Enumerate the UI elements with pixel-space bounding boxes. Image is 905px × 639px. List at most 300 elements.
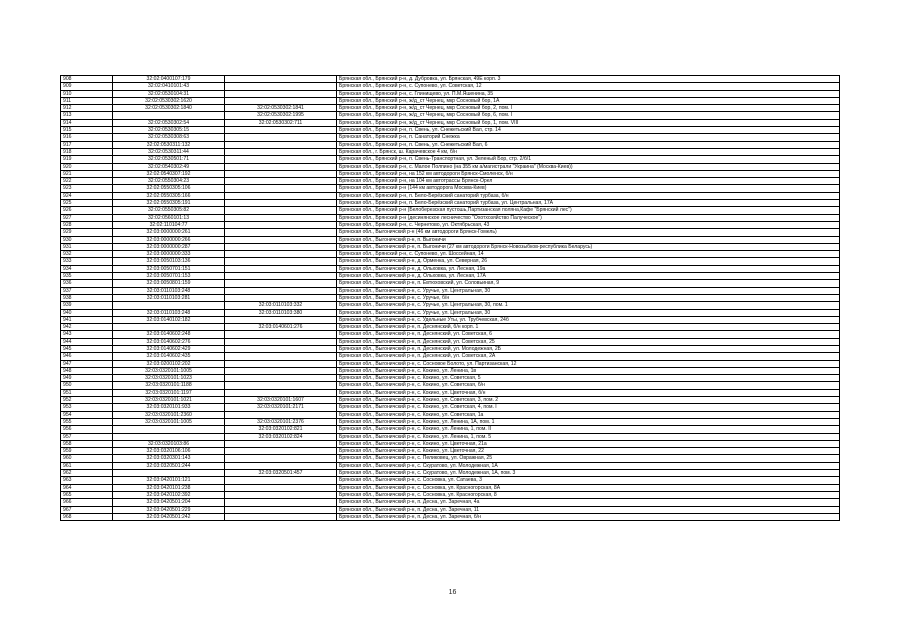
address-cell: Брянская обл., Брянский р-н, с. Супонево, ул. Советская, 12 xyxy=(337,83,840,90)
room-cadastral-number-cell xyxy=(225,367,337,374)
address-cell: Брянская обл., Брянский р-н (десинянское лесничество "Охотхозяйство Палуческое") xyxy=(337,214,840,221)
table-row xyxy=(61,243,840,250)
address-cell: Брянская обл., Выгоничский р-н, с. Кокино, ул. Советская, 4, пом. I xyxy=(337,404,840,411)
address-cell: Брянская обл., Выгоничский р-н, с. Кокино, ул. Советская, 5 xyxy=(337,375,840,382)
table-row xyxy=(61,112,840,119)
cadastral-number-cell xyxy=(113,426,225,433)
address-cell: Брянская обл., Выгоничский р-н, п. Деснянский, ул. Советская, 6 xyxy=(337,331,840,338)
room-cadastral-number-cell xyxy=(225,170,337,177)
row-number-cell: 932 xyxy=(61,251,113,258)
row-number-cell: 909 xyxy=(61,83,113,90)
address-cell: Брянская обл., Выгоничский р-н, д. Орменка, ул. Северная, 26 xyxy=(337,258,840,265)
table-row xyxy=(61,309,840,316)
address-cell: Брянская обл., Выгоничский р-н, с. Кокино, ул. Советская, 3, пом. 2 xyxy=(337,397,840,404)
cadastral-number-cell: 32:03:0320101:1023 xyxy=(113,375,225,382)
room-cadastral-number-cell xyxy=(225,389,337,396)
table-row xyxy=(61,221,840,228)
row-number-cell: 912 xyxy=(61,105,113,112)
room-cadastral-number-cell: 32:03:0320101:1607 xyxy=(225,397,337,404)
row-number-cell: 919 xyxy=(61,156,113,163)
table-row xyxy=(61,156,840,163)
row-number-cell: 916 xyxy=(61,134,113,141)
address-cell: Брянская обл., Выгоничский р-н, с. Кокино, ул. Ленина, 1, пом. II xyxy=(337,426,840,433)
table-row xyxy=(61,491,840,498)
room-cadastral-number-cell xyxy=(225,214,337,221)
address-cell: Брянская обл., Брянский р-н, п. Свень, ул. Снежетьский Вал, стр. 14 xyxy=(337,127,840,134)
row-number-cell: 940 xyxy=(61,309,113,316)
cadastral-number-cell: 32:03:0140602:248 xyxy=(113,331,225,338)
cadastral-number-cell: 32:02:0550304:23 xyxy=(113,178,225,185)
table-row xyxy=(61,273,840,280)
cadastral-number-cell: 32:02:0550305:166 xyxy=(113,192,225,199)
room-cadastral-number-cell xyxy=(225,331,337,338)
room-cadastral-number-cell xyxy=(225,506,337,513)
table-row xyxy=(61,163,840,170)
row-number-cell: 928 xyxy=(61,221,113,228)
address-cell: Брянская обл., Выгоничский р-н, с. Удельные Уты, ул. Трубчевская, 24б xyxy=(337,316,840,323)
cadastral-number-cell: 32:02:0540302:49 xyxy=(113,163,225,170)
cadastral-number-cell: 32:02:0410101:43 xyxy=(113,83,225,90)
table-row xyxy=(61,499,840,506)
table-row xyxy=(61,448,840,455)
table-row xyxy=(61,185,840,192)
cadastral-number-cell: 32:03:0050801:159 xyxy=(113,280,225,287)
room-cadastral-number-cell xyxy=(225,185,337,192)
cadastral-number-cell: 32:03:0420102:392 xyxy=(113,491,225,498)
room-cadastral-number-cell xyxy=(225,134,337,141)
address-cell: Брянская обл., г. Брянск, ш. Карачевское 4 км, б/н xyxy=(337,148,840,155)
cadastral-number-cell: 32:02:0550305:106 xyxy=(113,185,225,192)
row-number-cell: 920 xyxy=(61,163,113,170)
table-row xyxy=(61,76,840,83)
room-cadastral-number-cell xyxy=(225,207,337,214)
cadastral-number-cell: 32:03:0110103:281 xyxy=(113,294,225,301)
table-row xyxy=(61,105,840,112)
room-cadastral-number-cell xyxy=(225,76,337,83)
cadastral-number-cell: 32:02:110104:77 xyxy=(113,221,225,228)
cadastral-number-cell: 32:02:0550305:82 xyxy=(113,207,225,214)
address-cell: Брянская обл., Выгоничский р-н, с. Уручье, б/н xyxy=(337,294,840,301)
table-row xyxy=(61,170,840,177)
address-cell: Брянская обл., Выгоничский р-н (46 км автодороги Брянск-Гомель) xyxy=(337,229,840,236)
cadastral-number-cell: 32:02:0530305:15 xyxy=(113,127,225,134)
room-cadastral-number-cell xyxy=(225,236,337,243)
row-number-cell: 914 xyxy=(61,119,113,126)
room-cadastral-number-cell xyxy=(225,338,337,345)
table-row xyxy=(61,389,840,396)
row-number-cell: 958 xyxy=(61,440,113,447)
address-cell: Брянская обл., Брянский р-н, п. Свень, ул. Снежетьский Вал, 6 xyxy=(337,141,840,148)
cadastral-number-cell: 32:02:0530302:1840 xyxy=(113,105,225,112)
room-cadastral-number-cell xyxy=(225,280,337,287)
room-cadastral-number-cell xyxy=(225,97,337,104)
table-row xyxy=(61,316,840,323)
address-cell: Брянская обл., Брянский р-н, на 152 км автодороги Брянск-Смоленск, б/н xyxy=(337,170,840,177)
table-row xyxy=(61,302,840,309)
room-cadastral-number-cell xyxy=(225,411,337,418)
cadastral-number-cell: 32:03:0320101:1005 xyxy=(113,367,225,374)
table-row xyxy=(61,287,840,294)
table-row xyxy=(61,484,840,491)
cadastral-number-cell: 32:02:0530302:1620 xyxy=(113,97,225,104)
cadastral-number-cell: 32:02:0530311:132 xyxy=(113,141,225,148)
row-number-cell: 965 xyxy=(61,491,113,498)
address-cell: Брянская обл., Выгоничский р-н, п. Десна, ул. Заречная, 11 xyxy=(337,506,840,513)
address-cell: Брянская обл., Брянский р-н, ж/д_ст Чернец, мкр Сосновый бор, 1, пом. VIII xyxy=(337,119,840,126)
room-cadastral-number-cell xyxy=(225,316,337,323)
room-cadastral-number-cell xyxy=(225,83,337,90)
table-row xyxy=(61,119,840,126)
table-row xyxy=(61,345,840,352)
address-cell: Брянская обл., Брянский р-н, п. Свень-Транспортная, ул. Зеленый Бор, стр. 2/б/1 xyxy=(337,156,840,163)
cadastral-number-cell: 32:02:0530104:31 xyxy=(113,90,225,97)
address-cell: Брянская обл., Выгоничский р-н, с. Уручье, ул. Центральная, 30 xyxy=(337,287,840,294)
address-cell: Брянская обл., Брянский р-н, п. Бело-Берёзский санаторий турбаза, б/н xyxy=(337,192,840,199)
cadastral-number-cell: 32:03:0420501:229 xyxy=(113,506,225,513)
address-cell: Брянская обл., Выгоничский р-н, с. Кокино, ул. Цветочная, б/н xyxy=(337,389,840,396)
table-row xyxy=(61,200,840,207)
address-cell: Брянская обл., Брянский р-н, д. Дубровка, ул. Брянская, 49Е корп. 3 xyxy=(337,76,840,83)
row-number-cell: 962 xyxy=(61,470,113,477)
row-number-cell: 933 xyxy=(61,258,113,265)
address-cell: Брянская обл., Выгоничский р-н, с. Кокино, ул. Ленина, 1в xyxy=(337,367,840,374)
cadastral-number-cell: 32:03:0110103:248 xyxy=(113,309,225,316)
cadastral-number-cell: 32:03:0140602:429 xyxy=(113,345,225,352)
table-row xyxy=(61,192,840,199)
table-row xyxy=(61,404,840,411)
room-cadastral-number-cell xyxy=(225,127,337,134)
cadastral-number-cell: 32:03:0320101:1021 xyxy=(113,397,225,404)
cadastral-number-cell: 32:03:0320101:933 xyxy=(113,404,225,411)
cadastral-number-cell: 32:03:0420101:121 xyxy=(113,477,225,484)
row-number-cell: 952 xyxy=(61,397,113,404)
address-cell: Брянская обл., Брянский р-н, с. Супонево, ул. Шоссейная, 14 xyxy=(337,251,840,258)
room-cadastral-number-cell xyxy=(225,499,337,506)
room-cadastral-number-cell: 32:03:0110103:332 xyxy=(225,302,337,309)
address-cell: Брянская обл., Выгоничский р-н, с. Сосновка, ул. Красногорская, 8А xyxy=(337,484,840,491)
address-cell: Брянская обл., Выгоничский р-н, п. Евтюховский, ул. Соловьиная, 9 xyxy=(337,280,840,287)
row-number-cell: 949 xyxy=(61,375,113,382)
room-cadastral-number-cell: 32:03:0110103:380 xyxy=(225,309,337,316)
address-cell: Брянская обл., Выгоничский р-н, д. Ольховка, ул. Лесная, 17А xyxy=(337,273,840,280)
address-cell: Брянская обл., Выгоничский р-н, с. Скуратово, ул. Молодежная, 1А, пом. 3 xyxy=(337,470,840,477)
address-cell: Брянская обл., Выгоничский р-н, с. Кокино, ул. Советская, 1а xyxy=(337,411,840,418)
table-row xyxy=(61,90,840,97)
room-cadastral-number-cell xyxy=(225,375,337,382)
address-cell: Брянская обл., Брянский р-н, ж/д_ст Чернец, мкр Сосновый бор, 1А xyxy=(337,97,840,104)
cadastral-number-cell: 32:02:0550305:191 xyxy=(113,200,225,207)
row-number-cell: 963 xyxy=(61,477,113,484)
room-cadastral-number-cell xyxy=(225,455,337,462)
table-row xyxy=(61,513,840,520)
address-cell: Брянская обл., Брянский р-н, ж/д_ст Чернец, мкр Сосновый бор, 6, пом. I xyxy=(337,112,840,119)
cadastral-number-cell: 32:02:0530308:63 xyxy=(113,134,225,141)
room-cadastral-number-cell xyxy=(225,294,337,301)
table-row xyxy=(61,477,840,484)
cadastral-number-cell xyxy=(113,302,225,309)
address-cell: Брянская обл., Брянский р-н, на 104 км автотрассы Брянск-Орел xyxy=(337,178,840,185)
address-cell: Брянская обл., Выгоничский р-н, д. Ольховка, ул. Лесная, 19а xyxy=(337,265,840,272)
room-cadastral-number-cell xyxy=(225,141,337,148)
address-cell: Брянская обл., Выгоничский р-н, с. Сосновка, ул. Красногорская, 8 xyxy=(337,491,840,498)
row-number-cell: 930 xyxy=(61,236,113,243)
table-row xyxy=(61,207,840,214)
room-cadastral-number-cell xyxy=(225,353,337,360)
row-number-cell: 923 xyxy=(61,185,113,192)
room-cadastral-number-cell: 32:03:0320101:2171 xyxy=(225,404,337,411)
table-row xyxy=(61,324,840,331)
cadastral-number-cell: 32:03:0420501:242 xyxy=(113,513,225,520)
room-cadastral-number-cell xyxy=(225,192,337,199)
room-cadastral-number-cell xyxy=(225,251,337,258)
table-row xyxy=(61,462,840,469)
row-number-cell: 922 xyxy=(61,178,113,185)
address-cell: Брянская обл., Выгоничский р-н, с. Пеликовец, ул. Овражная, 25 xyxy=(337,455,840,462)
row-number-cell: 957 xyxy=(61,433,113,440)
row-number-cell: 955 xyxy=(61,418,113,425)
row-number-cell: 950 xyxy=(61,382,113,389)
cadastral-number-cell: 32:03:0320106:106 xyxy=(113,448,225,455)
cadastral-number-cell: 32:02:0400107:179 xyxy=(113,76,225,83)
table-row xyxy=(61,382,840,389)
room-cadastral-number-cell: 32:02:0530302:1841 xyxy=(225,105,337,112)
cadastral-number-cell: 32:02:0530302:54 xyxy=(113,119,225,126)
address-cell: Брянская обл., Брянский р-н, с. Малое Полпино (на 355 км а/магистрали "Украина" (Москва-Киев)) xyxy=(337,163,840,170)
cadastral-number-cell: 32:03:0320101:1005 xyxy=(113,418,225,425)
cadastral-number-cell: 32:02:0540307:192 xyxy=(113,170,225,177)
room-cadastral-number-cell xyxy=(225,200,337,207)
row-number-cell: 953 xyxy=(61,404,113,411)
address-cell: Брянская обл., Выгоничский р-н, с. Скуратово, ул. Молодежная, 1А xyxy=(337,462,840,469)
row-number-cell: 939 xyxy=(61,302,113,309)
cadastral-number-cell: 32:03:0320101:1197 xyxy=(113,389,225,396)
room-cadastral-number-cell xyxy=(225,163,337,170)
address-cell: Брянская обл., Выгоничский р-н, п. Выгоничи (27 км автодороги Брянск-Новозыбков-республика Беларусь) xyxy=(337,243,840,250)
cadastral-number-cell: 32:03:0050103:136 xyxy=(113,258,225,265)
row-number-cell: 946 xyxy=(61,353,113,360)
room-cadastral-number-cell xyxy=(225,243,337,250)
table-row xyxy=(61,294,840,301)
row-number-cell: 917 xyxy=(61,141,113,148)
table-row xyxy=(61,251,840,258)
room-cadastral-number-cell: 32:02:0530302:711 xyxy=(225,119,337,126)
table-row xyxy=(61,375,840,382)
table-row xyxy=(61,411,840,418)
table-row xyxy=(61,331,840,338)
cadastral-number-cell: 32:03:0420101:238 xyxy=(113,484,225,491)
row-number-cell: 945 xyxy=(61,345,113,352)
cadastral-number-cell: 32:03:0000000:333 xyxy=(113,251,225,258)
cadastral-number-cell: 32:03:0140602:435 xyxy=(113,353,225,360)
table-row xyxy=(61,360,840,367)
row-number-cell: 926 xyxy=(61,207,113,214)
address-cell: Брянская обл., Выгоничский р-н, с. Уручье, ул. Центральная, 30, пом. 1 xyxy=(337,302,840,309)
room-cadastral-number-cell xyxy=(225,448,337,455)
room-cadastral-number-cell xyxy=(225,221,337,228)
room-cadastral-number-cell xyxy=(225,273,337,280)
table-row xyxy=(61,141,840,148)
row-number-cell: 918 xyxy=(61,148,113,155)
table-row xyxy=(61,236,840,243)
address-cell: Брянская обл., Выгоничский р-н, п. Деснянский, ул. Советская, 2А xyxy=(337,353,840,360)
row-number-cell: 947 xyxy=(61,360,113,367)
table-row xyxy=(61,418,840,425)
address-cell: Брянская обл., Выгоничский р-н, с. Кокино, ул. Цветочная, 21а xyxy=(337,440,840,447)
row-number-cell: 935 xyxy=(61,273,113,280)
address-cell: Брянская обл., Брянский р-н, с. Глинищево, ул. П.М.Яшенина, 35 xyxy=(337,90,840,97)
address-cell: Брянская обл., Брянский р-н (Белоберезская пустошь,Партизанская поляна,Кафе "Брянский лес") xyxy=(337,207,840,214)
row-number-cell: 925 xyxy=(61,200,113,207)
room-cadastral-number-cell: 32:03:0320102:821 xyxy=(225,426,337,433)
row-number-cell: 910 xyxy=(61,90,113,97)
address-cell: Брянская обл., Выгоничский р-н, п. Десна, ул. Заречная, 4а xyxy=(337,499,840,506)
row-number-cell: 966 xyxy=(61,499,113,506)
room-cadastral-number-cell xyxy=(225,265,337,272)
cadastral-number-cell: 32:03:0320301:143 xyxy=(113,455,225,462)
table-row xyxy=(61,455,840,462)
table-row xyxy=(61,214,840,221)
table-row xyxy=(61,440,840,447)
table-row xyxy=(61,258,840,265)
row-number-cell: 954 xyxy=(61,411,113,418)
row-number-cell: 968 xyxy=(61,513,113,520)
address-cell: Брянская обл., Выгоничский р-н, с. Уручье, ул. Центральная, 30 xyxy=(337,309,840,316)
room-cadastral-number-cell xyxy=(225,382,337,389)
room-cadastral-number-cell: 32:03:0320501:457 xyxy=(225,470,337,477)
cadastral-number-cell: 32:03:0320501:244 xyxy=(113,462,225,469)
row-number-cell: 924 xyxy=(61,192,113,199)
row-number-cell: 948 xyxy=(61,367,113,374)
property-table xyxy=(60,75,840,521)
table-body xyxy=(61,76,840,521)
table-row xyxy=(61,426,840,433)
table-row xyxy=(61,470,840,477)
address-cell: Брянская обл., Выгоничский р-н, п. Деснянский, ул. Советская, 25 xyxy=(337,338,840,345)
room-cadastral-number-cell xyxy=(225,148,337,155)
address-cell: Брянская обл., Выгоничский р-н, п. Деснянский, ул. Молодежная, 2Б xyxy=(337,345,840,352)
address-cell: Брянская обл., Брянский р-н, п. Санаторий Снежка xyxy=(337,134,840,141)
address-cell: Брянская обл., Выгоничский р-н, с. Кокино, ул. Цветочная, 22 xyxy=(337,448,840,455)
row-number-cell: 911 xyxy=(61,97,113,104)
row-number-cell: 929 xyxy=(61,229,113,236)
room-cadastral-number-cell: 32:03:0140601:276 xyxy=(225,324,337,331)
row-number-cell: 951 xyxy=(61,389,113,396)
row-number-cell: 931 xyxy=(61,243,113,250)
table-row xyxy=(61,280,840,287)
cadastral-number-cell: 32:02:0530501:71 xyxy=(113,156,225,163)
table-row xyxy=(61,97,840,104)
cadastral-number-cell xyxy=(113,112,225,119)
row-number-cell: 921 xyxy=(61,170,113,177)
address-cell: Брянская обл., Выгоничский р-н, с. Кокино, ул. Советская, б/н xyxy=(337,382,840,389)
table-row xyxy=(61,506,840,513)
table-row xyxy=(61,367,840,374)
table-row xyxy=(61,134,840,141)
cadastral-number-cell: 32:03:0140102:182 xyxy=(113,316,225,323)
cadastral-number-cell: 32:03:0000000:287 xyxy=(113,243,225,250)
table-row xyxy=(61,353,840,360)
address-cell: Брянская обл., Выгоничский р-н, п. Десна, ул. Заречная, б/н xyxy=(337,513,840,520)
address-cell: Брянская обл., Выгоничский р-н, с. Кокино, ул. Ленина, 1А, пом. 1 xyxy=(337,418,840,425)
address-cell: Брянская обл., Брянский р-н, с. Чернетово, ул. Октябрьская, 43 xyxy=(337,221,840,228)
cadastral-number-cell: 32:03:0000000:266 xyxy=(113,236,225,243)
row-number-cell: 941 xyxy=(61,316,113,323)
table-row xyxy=(61,148,840,155)
row-number-cell: 915 xyxy=(61,127,113,134)
room-cadastral-number-cell: 32:02:0530302:1995 xyxy=(225,112,337,119)
row-number-cell: 964 xyxy=(61,484,113,491)
room-cadastral-number-cell xyxy=(225,287,337,294)
row-number-cell: 942 xyxy=(61,324,113,331)
row-number-cell: 937 xyxy=(61,287,113,294)
document-table-container xyxy=(60,75,840,521)
row-number-cell: 934 xyxy=(61,265,113,272)
room-cadastral-number-cell xyxy=(225,440,337,447)
row-number-cell: 959 xyxy=(61,448,113,455)
address-cell: Брянская обл., Выгоничский р-н, п. Выгоничи xyxy=(337,236,840,243)
cadastral-number-cell: 32:03:0320101:1188 xyxy=(113,382,225,389)
room-cadastral-number-cell xyxy=(225,178,337,185)
cadastral-number-cell: 32:02:0530311:44 xyxy=(113,148,225,155)
room-cadastral-number-cell: 32:03:0320102:824 xyxy=(225,433,337,440)
room-cadastral-number-cell: 32:03:0320101:2376 xyxy=(225,418,337,425)
row-number-cell: 944 xyxy=(61,338,113,345)
row-number-cell: 927 xyxy=(61,214,113,221)
cadastral-number-cell: 32:03:0420501:204 xyxy=(113,499,225,506)
room-cadastral-number-cell xyxy=(225,484,337,491)
row-number-cell: 961 xyxy=(61,462,113,469)
row-number-cell: 936 xyxy=(61,280,113,287)
address-cell: Брянская обл., Выгоничский р-н, с. Сосновка, ул. Сатаева, 3 xyxy=(337,477,840,484)
page-number: 16 xyxy=(448,589,457,596)
row-number-cell: 943 xyxy=(61,331,113,338)
room-cadastral-number-cell xyxy=(225,345,337,352)
room-cadastral-number-cell xyxy=(225,491,337,498)
cadastral-number-cell: 32:03:0000000:261 xyxy=(113,229,225,236)
table-row xyxy=(61,338,840,345)
cadastral-number-cell: 32:03:0140602:276 xyxy=(113,338,225,345)
cadastral-number-cell: 32:03:0050701:153 xyxy=(113,273,225,280)
table-row xyxy=(61,433,840,440)
table-row xyxy=(61,127,840,134)
cadastral-number-cell: 32:03:0320101:2360 xyxy=(113,411,225,418)
row-number-cell: 967 xyxy=(61,506,113,513)
address-cell: Брянская обл., Выгоничский р-н, с. Сосновое Болото, ул. Партизанская, 12 xyxy=(337,360,840,367)
row-number-cell: 913 xyxy=(61,112,113,119)
cadastral-number-cell: 32:03:0110103:248 xyxy=(113,287,225,294)
table-row xyxy=(61,229,840,236)
cadastral-number-cell xyxy=(113,470,225,477)
room-cadastral-number-cell xyxy=(225,360,337,367)
row-number-cell: 908 xyxy=(61,76,113,83)
cadastral-number-cell: 32:03:0200102:202 xyxy=(113,360,225,367)
address-cell: Брянская обл., Брянский р-н, п. Бело-Берёзский санаторий турбаза, ул. Центральная, 17А xyxy=(337,200,840,207)
cadastral-number-cell: 32:03:0320103:86 xyxy=(113,440,225,447)
table-row xyxy=(61,397,840,404)
cadastral-number-cell: 32:02:0560101:13 xyxy=(113,214,225,221)
room-cadastral-number-cell xyxy=(225,462,337,469)
row-number-cell: 956 xyxy=(61,426,113,433)
address-cell: Брянская обл., Выгоничский р-н, п. Деснянский, б/н корп. 1 xyxy=(337,324,840,331)
table-row xyxy=(61,83,840,90)
table-row xyxy=(61,265,840,272)
address-cell: Брянская обл., Выгоничский р-н, с. Кокино, ул. Ленина, 1, пом. 5 xyxy=(337,433,840,440)
table-row xyxy=(61,178,840,185)
room-cadastral-number-cell xyxy=(225,90,337,97)
address-cell: Брянская обл., Брянский р-н (144 км автодорога Москва-Киев) xyxy=(337,185,840,192)
room-cadastral-number-cell xyxy=(225,258,337,265)
room-cadastral-number-cell xyxy=(225,156,337,163)
